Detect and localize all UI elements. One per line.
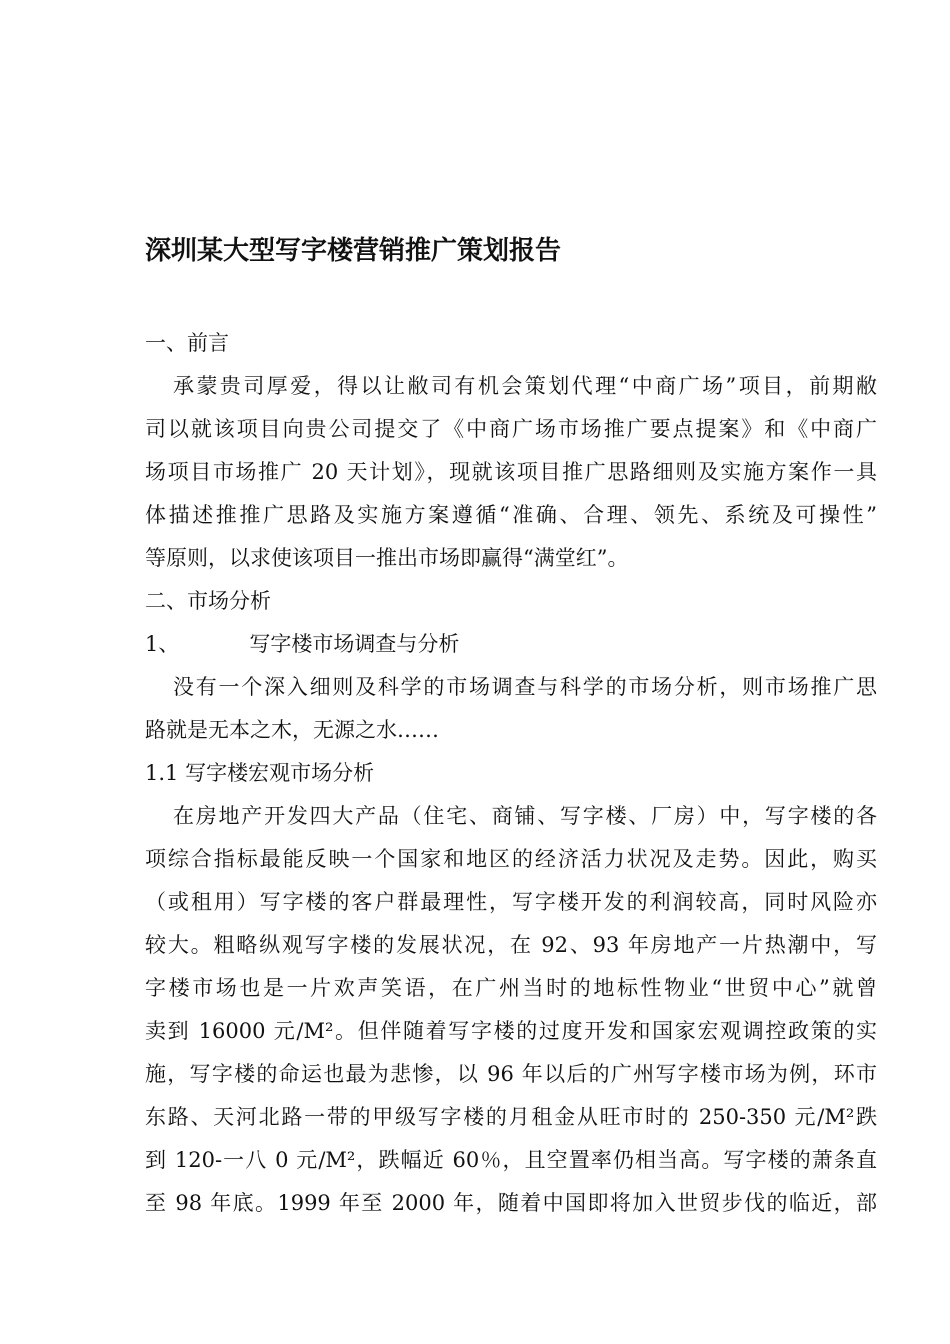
section-heading-market-analysis: 二、市场分析	[145, 589, 271, 613]
paragraph-line: 场项目市场推广 20 天计划》，现就该项目推广思路细则及实施方案作一具	[145, 460, 877, 484]
subsection-number: 1、	[145, 632, 180, 656]
subsection-heading-1	[145, 623, 877, 666]
document-title: 深圳某大型写字楼营销推广策划报告	[145, 236, 562, 266]
paragraph-line: 司以就该项目向贵公司提交了《中商广场市场推广要点提案》和《中商广	[145, 417, 877, 441]
paragraph-line: 施，写字楼的命运也最为悲惨，以 96 年以后的广州写字楼市场为例，环市	[145, 1062, 877, 1086]
subsection-heading-1-1: 1.1 写字楼宏观市场分析	[145, 761, 375, 785]
paragraph-line: （或租用）写字楼的客户群最理性，写字楼开发的利润较高，同时风险亦	[145, 890, 877, 914]
paragraph-line: 较大。粗略纵观写字楼的发展状况，在 92、93 年房地产一片热潮中，写	[145, 933, 877, 957]
paragraph-line: 等原则，以求使该项目一推出市场即赢得“满堂红”。	[145, 546, 629, 570]
section-heading-preface: 一、前言	[145, 331, 229, 355]
paragraph-line: 到 120-一八 0 元/M²，跌幅近 60％，且空置率仍相当高。写字楼的萧条直	[145, 1148, 877, 1172]
paragraph-line: 承蒙贵司厚爱，得以让敝司有机会策划代理“中商广场”项目，前期敝	[173, 374, 877, 398]
paragraph-line: 东路、天河北路一带的甲级写字楼的月租金从旺市时的 250-350 元/M²跌	[145, 1105, 877, 1129]
document-page	[145, 232, 877, 1225]
paragraph-line: 体描述推推广思路及实施方案遵循“准确、合理、领先、系统及可操性”	[145, 503, 877, 527]
paragraph-line: 路就是无本之木，无源之水……	[145, 718, 439, 742]
subsection-title: 写字楼市场调查与分析	[249, 632, 460, 656]
paragraph-line: 至 98 年底。1999 年至 2000 年，随着中国即将加入世贸步伐的临近，部	[145, 1191, 877, 1215]
paragraph-line: 在房地产开发四大产品（住宅、商铺、写字楼、厂房）中，写字楼的各	[173, 804, 877, 828]
paragraph-line: 项综合指标最能反映一个国家和地区的经济活力状况及走势。因此，购买	[145, 847, 877, 871]
paragraph-line: 没有一个深入细则及科学的市场调查与科学的市场分析，则市场推广思	[173, 675, 877, 699]
paragraph-line: 字楼市场也是一片欢声笑语，在广州当时的地标性物业“世贸中心”就曾	[145, 976, 877, 1000]
paragraph-line: 卖到 16000 元/M²。但伴随着写字楼的过度开发和国家宏观调控政策的实	[145, 1019, 877, 1043]
